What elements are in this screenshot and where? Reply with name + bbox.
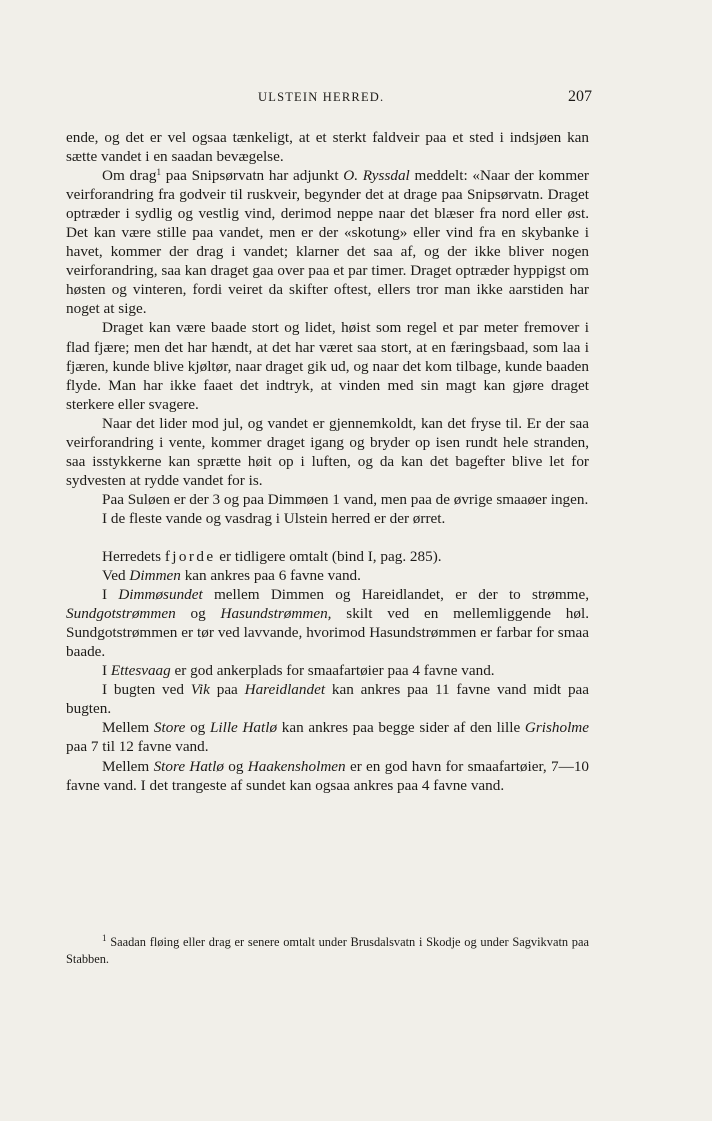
paragraph-4: Naar det lider mod jul, og vandet er gjennemkoldt, kan det fryse til. Er der saa veirforandring i vente, kommer draget igang og bryder op isen rundt hele stranden, saa isstykkerne kan sprætte høit op i luften, og da kan det bagefter blive let for sydvesten at rydde vandet for is. [66,414,589,489]
text-run: Mellem [102,719,154,737]
footnote-paragraph [66,934,589,968]
text-run: paa 7 til 12 favne vand. [66,738,209,756]
paragraph-gap [66,528,589,547]
place-name: Haakensholmen [247,757,346,775]
paragraph-1: ende, og det er vel ogsaa tænkeligt, at et sterkt faldveir paa et sted i indsjøen kan sætte vandet i en saadan bevægelse. [66,129,589,166]
footnote-marker: 1 [102,933,107,943]
text-run: kan ankres paa 11 favne vand midt paa bugten. [66,681,590,718]
paragraph-10 [66,661,589,680]
text-run: I [102,662,111,680]
paragraph-12 [66,718,589,756]
paragraph-3: Draget kan være baade stort og lidet, høist som regel et par meter fremover i flad fjære; men det har hændt, at det har været saa stort, at en færingsbaad, som laa i fjæren, kunde blive kjøltør, naar draget gik ud, og naar det kom tilbage, kunde baaden flyde. Man har ikke faaet det indtryk, at vinden med sin magt kan gjøre draget sterkere eller svagere. [66,319,589,413]
text-run: Ved [102,567,130,585]
spaced-word: fjorde [164,547,216,565]
text-run: meddelt: «Naar der kommer veirforandring fra godveir til ruskveir, begynder det at drage paa Snipsørvatn. Draget optræder i sydlig og vestlig vind, derimod neppe naar det blæser fra nord eller øst. Det kan være stille paa vandet, men er der «skotung» eller vind fra en skybanke i havet, kommer der drag i vandet; klarner det saa af, og der ikke bliver nogen veirforandring, saa kan draget gaa over paa et par timer. Draget optræder hyppigst om høsten og vinteren, fordi veiret da skifter oftest, ellers tror man ikke aarstiden har noget at sige. [66,167,589,318]
text-run: Om drag [102,167,157,185]
text-run: I [102,586,119,604]
paragraph-7 [66,547,589,566]
place-name: Dimmøsundet [118,586,203,604]
place-name: Hasundstrømmen, [220,605,332,623]
place-name: Sundgotstrømmen [66,605,176,623]
page-number: 207 [568,88,592,105]
place-name: Store [153,719,186,737]
place-name: Vik [190,681,210,699]
paragraph-5: Paa Suløen er der 3 og paa Dimmøen 1 vand, men paa de øvrige smaaøer ingen. [102,490,589,508]
text-run: og [223,757,248,775]
paragraph-9 [66,585,589,661]
paragraph-6: I de fleste vande og vasdrag i Ulstein herred er der ørret. [102,509,446,527]
text-run: I bugten ved [102,681,191,699]
paragraph-11 [66,680,589,718]
text-run: skilt ved en mellemliggende høl. Sundgotstrømmen er tør ved lavvande, hvorimod Hasundstrømmen er farbar for smaa baade. [66,605,589,661]
paragraph-8 [66,566,589,585]
running-head: ULSTEIN HERRED. [258,90,385,104]
text-run: og [185,719,210,737]
place-name: Lille Hatlø [209,719,278,737]
place-name: Ettesvaag [110,662,171,680]
text-run: er tidligere omtalt (bind I, pag. 285). [215,547,442,565]
text-run: og [175,605,221,623]
text-run: Herredets [102,547,165,565]
author-name: O. Ryssdal [343,167,410,185]
footnote-ref: 1 [156,167,162,178]
paragraph-2 [66,166,589,318]
place-name: Grisholme [524,719,590,737]
text-run: paa [209,681,245,699]
text-run: kan ankres paa begge sider af den lille [277,719,525,737]
place-name: Dimmen [129,567,181,585]
text-run: mellem Dimmen og Hareidlandet, er der to strømme, [202,586,590,604]
place-name: Store Hatlø [153,757,224,775]
page-header [66,88,592,112]
footnote [66,934,589,968]
text-run: er en god havn for smaafartøier, 7—10 favne vand. I det trangeste af sundet kan ogsaa ankres paa 4 favne vand. [66,757,590,794]
text-run: er god ankerplads for smaafartøier paa 4 favne vand. [170,662,495,680]
footnote-text: Saadan fløing eller drag er senere omtalt under Brusdalsvatn i Skodje og under Sagvikvatn paa Stabben. [66,935,589,966]
body-text [66,128,589,795]
text-run: kan ankres paa 6 favne vand. [180,567,361,585]
text-run: Mellem [102,757,154,775]
paragraph-13 [66,757,589,795]
place-name: Hareidlandet [244,681,326,699]
text-run: paa Snipsørvatn har adjunkt [161,167,344,185]
